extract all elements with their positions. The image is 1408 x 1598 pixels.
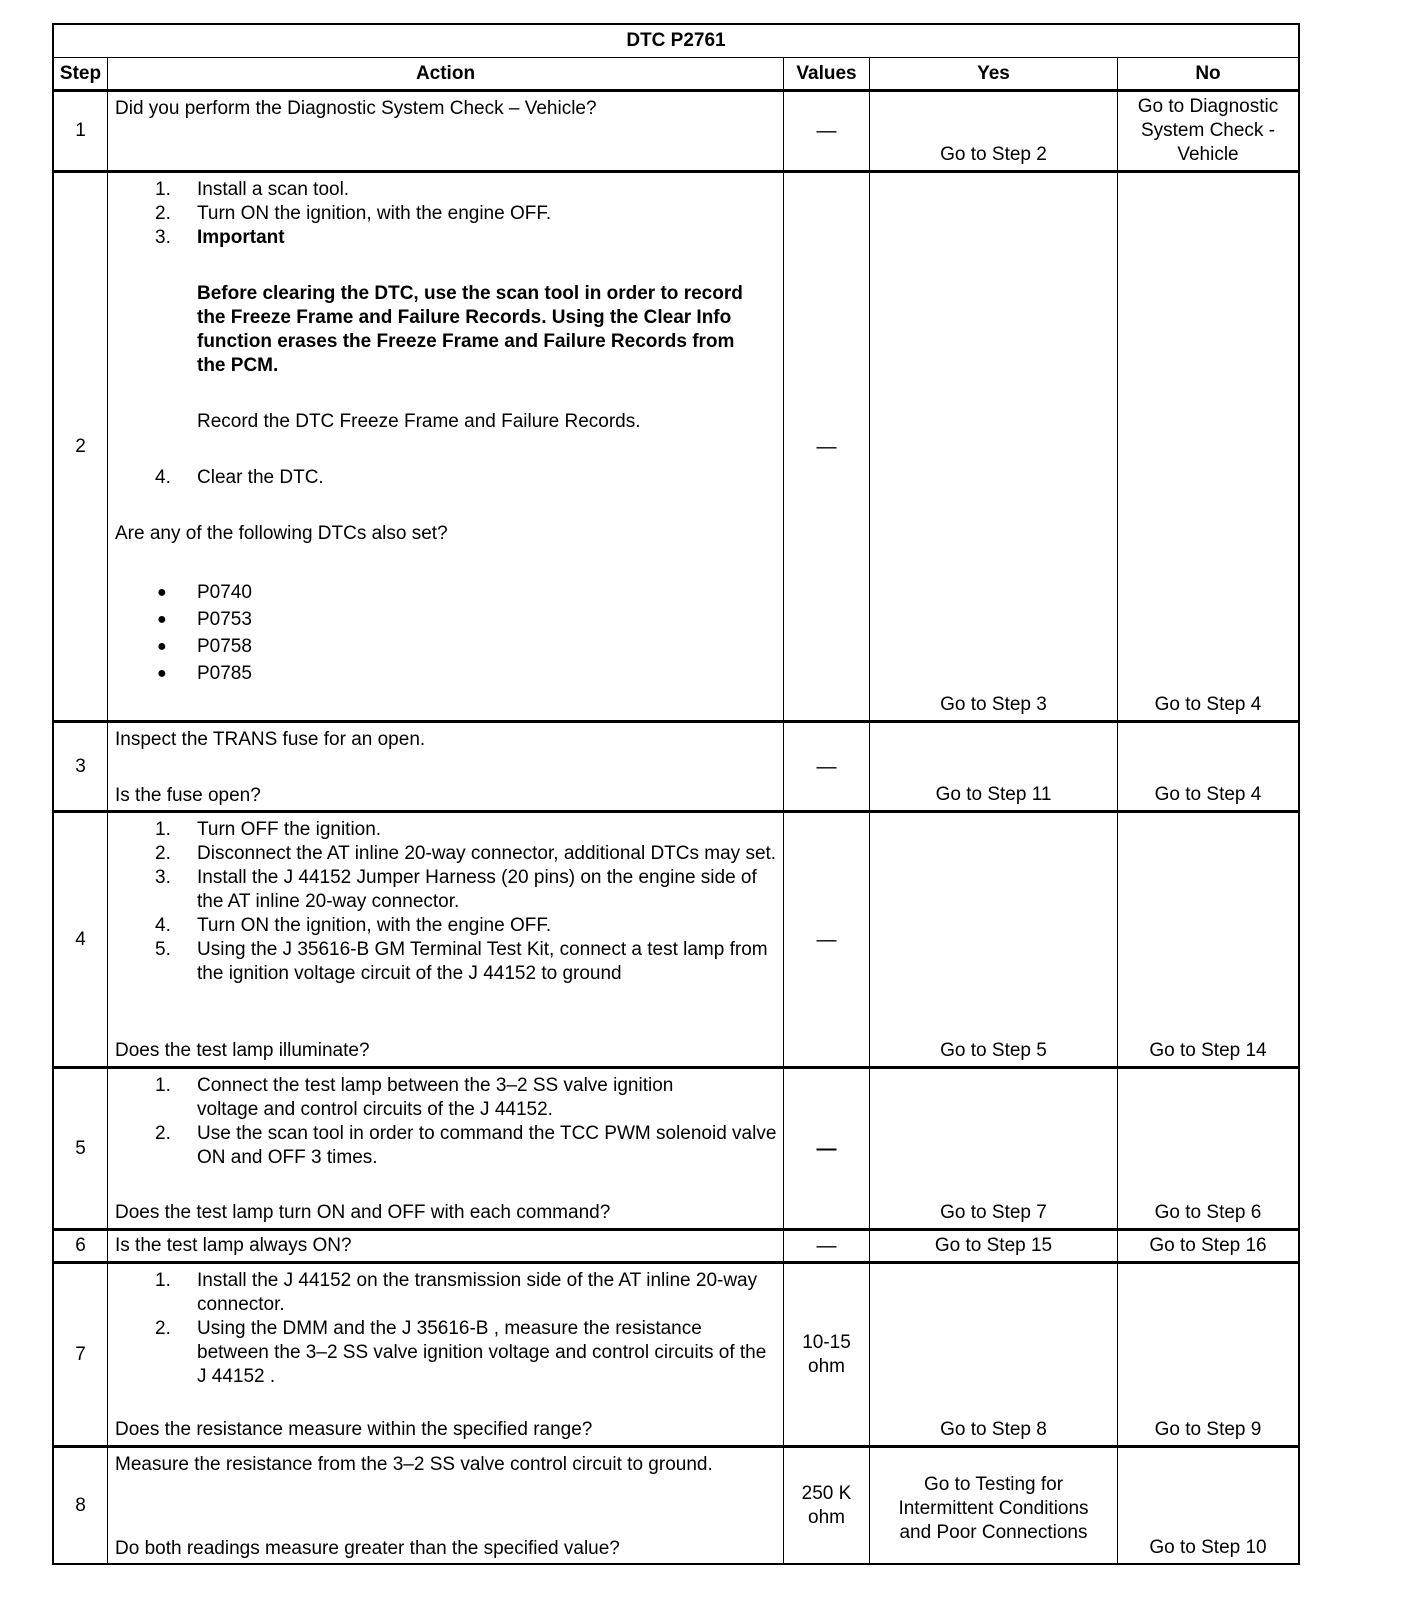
action-question: Do both readings measure greater than the specified value? [115,1538,620,1559]
action-question: Did you perform the Diagnostic System Check – Vehicle? [115,98,597,119]
list-item: 2. Disconnect the AT inline 20-way connector, additional DTCs may set. [155,843,777,864]
list-item: ● P0785 [157,663,252,684]
record-note: Record the DTC Freeze Frame and Failure Records. [197,411,641,432]
action-cell [108,723,783,810]
no-cell: Go to Diagnostic System Check - Vehicle [1137,96,1279,165]
action-question: Is the fuse open? [115,785,261,806]
action-cell [108,1069,783,1228]
list-item: 2. Using the DMM and the J 35616-B , measure the resistance between the 3–2 SS valve ignition voltage and control circuits of the J 44152 . [155,1318,767,1387]
list-item: 1. Connect the test lamp between the 3–2 SS valve ignition voltage and control circuits of the J 44152. [155,1075,674,1120]
yes-cell: Go to Step 7 [940,1202,1047,1223]
list-item: ● P0753 [157,609,252,630]
step-number: 5 [75,1137,86,1159]
header-yes: Yes [977,62,1010,84]
action-question: Does the test lamp turn ON and OFF with each command? [115,1202,611,1223]
step-list [115,818,777,986]
action-question: Are any of the following DTCs also set? [115,523,448,544]
step-number: 3 [75,755,86,777]
action-question: Does the resistance measure within the specified range? [115,1419,593,1440]
step-number: 1 [75,120,86,141]
values-cell: — [816,928,837,951]
values-cell: — [816,120,837,142]
yes-cell: Go to Step 3 [940,694,1047,715]
list-item: 3. Important [155,227,285,248]
list-item: 4. Turn ON the ignition, with the engine OFF. [155,915,552,936]
values-cell: 10-15 ohm [802,1331,851,1377]
action-question: Is the test lamp always ON? [115,1235,352,1256]
no-cell: Go to Step 9 [1154,1419,1262,1440]
list-item: 2. Turn ON the ignition, with the engine OFF. [155,203,552,224]
step-list [115,178,777,250]
table-title: DTC P2761 [626,30,726,51]
yes-cell: Go to Testing for Intermittent Conditions and Poor Connections [898,1473,1089,1543]
action-cell [108,92,783,170]
list-item: ● P0758 [157,636,252,657]
header-values: Values [796,62,857,84]
action-text: Measure the resistance from the 3–2 SS valve control circuit to ground. [115,1454,713,1475]
action-question: Does the test lamp illuminate? [115,1040,370,1061]
action-cell [108,813,783,1066]
dtc-list [115,581,777,686]
values-cell: — [816,755,837,778]
no-cell: Go to Step 14 [1149,1040,1267,1061]
action-cell [108,173,783,720]
step-list [115,466,777,490]
step-list [115,1074,777,1170]
values-cell: — [816,435,837,458]
values-cell: — [816,1235,837,1257]
action-cell [108,1264,783,1445]
no-cell: Go to Step 10 [1149,1537,1267,1558]
step-list [115,1269,777,1389]
step-number: 8 [75,1494,86,1516]
list-item: 4. Clear the DTC. [155,467,324,488]
values-cell: 250 K ohm [801,1482,852,1528]
list-item: 1. Install the J 44152 on the transmission side of the AT inline 20-way connector. [155,1270,758,1315]
header-step: Step [59,62,102,84]
step-number: 4 [75,928,86,950]
list-item: 5. Using the J 35616-B GM Terminal Test Kit, connect a test lamp from the ignition voltage circuit of the J 44152 to ground [155,939,768,984]
yes-cell: Go to Step 15 [934,1235,1053,1256]
step-number: 2 [75,435,86,457]
no-cell: Go to Step 4 [1154,784,1262,805]
yes-cell: Go to Step 8 [940,1419,1047,1440]
header-no: No [1195,62,1221,84]
action-text: Inspect the TRANS fuse for an open. [115,729,426,750]
list-item: 1. Turn OFF the ignition. [155,819,382,840]
action-cell [108,1448,783,1563]
list-item: 3. Install the J 44152 Jumper Harness (20 pins) on the engine side of the AT inline 20-way connector. [155,867,757,912]
no-cell: Go to Step 6 [1154,1202,1262,1223]
list-item: 1. Install a scan tool. [155,179,350,200]
list-item: 2. Use the scan tool in order to command the TCC PWM solenoid valve ON and OFF 3 times. [155,1123,777,1168]
yes-cell: Go to Step 2 [940,144,1047,165]
yes-cell: Go to Step 5 [940,1040,1047,1061]
values-cell: — [816,1137,837,1160]
no-cell: Go to Step 4 [1154,694,1262,715]
yes-cell: Go to Step 11 [935,784,1052,805]
step-number: 7 [75,1343,86,1365]
no-cell: Go to Step 16 [1149,1235,1267,1256]
header-action: Action [415,62,476,84]
list-item: ● P0740 [157,582,252,603]
step-number: 6 [75,1235,86,1256]
dtc-table [52,23,1300,1565]
important-note: Before clearing the DTC, use the scan tool in order to record the Freeze Frame and Failure Records. Using the Clear Info function erases the Freeze Frame and Failure Records from the PCM. [197,283,743,376]
